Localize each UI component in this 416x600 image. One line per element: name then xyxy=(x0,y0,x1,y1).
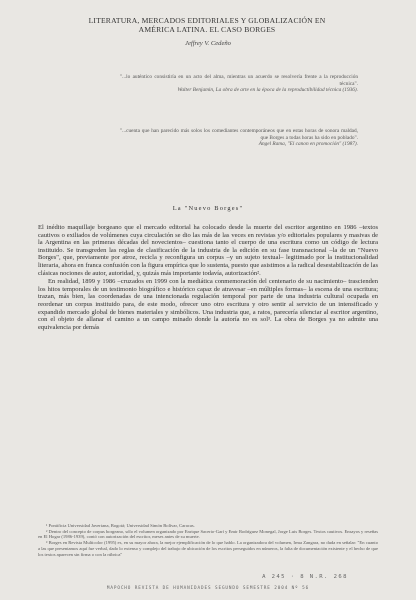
epigraph-1 xyxy=(120,74,358,94)
epigraph-2-quote: "...cuenta que han parecido más solos los comediantes contemporáneos que en estas horas de sonora maldad, que Borges a todas horas ha sido en poblado". xyxy=(120,128,358,141)
body-paragraph-1: El inédito maquillaje borgeano que el mercado editorial ha colocado desde la muerte del escritor argentino en 1986 –textos cautivos o exiliados de volúmenes cuya circulación se dio las más de las veces en revistas y/o editoriales populares y masivas de la Argentina en las primeras décadas del novecientos– cuestiona tanto el cuerpo de una escritura como un código de lectura instituido. Se transgreden las reglas de clasificación de la industria de la edición en su fase transnacional –la de un "Nuevo Borges", que, previamente por atroz, recicla y reconfigura un corpus –y un sujeto textual– legitimado por la institucionalidad literaria, ahora en franca confusión con la figura empírica que lo sustenta, puesto que asistimos a la radical desestabilización de las clásicas nociones de autor, autoridad, y, quizás más importante todavía, autorización². xyxy=(38,224,378,277)
footnote-3: ³ Borges en Revista Multicolor (1995) es, en su mayor ahora, la mejor ejemplificación de lo que hablo. La organizadora del volumen, Irma Zangara, no duda en señalar: "En cuanto a las que presentamos aquí fue verbal, dado lo extenso y complejo del trabajo de ubicación de los escritos perseguidos en números, la falta de documentación existente y el hecho de que los textos aparecen sin firma o con la rúbrica" xyxy=(38,540,378,557)
footnote-1: ¹ Pontificia Universidad Javeriana, Bogotá; Universidad Simón Bolívar, Caracas. xyxy=(46,523,195,528)
epigraph-2-source: Ángel Rama, "El canon en promoción" (1987). xyxy=(258,141,358,148)
handwritten-source-note: MAPOCHO REVISTA DE HUMANIDADES SEGUNDO SEMESTRE 2004 Nº 56 xyxy=(106,586,310,591)
epigraph-1-quote: "...lo auténtico consistiría en un acto del alma, mientras un acuerdo se resolvería frente a la reproducción técnica". xyxy=(120,74,358,87)
footnote-2: ² Dentro del concepto de corpus borgeano, sólo el volumen organizado por Enrique Sacerio-Garí y Emir Rodríguez Monegal, Jorge Luis Borges. Textos cautivos. Ensayos y reseñas en El Hogar (1986-1939), contó con autorización del escritor, meses antes de su muerte. xyxy=(38,528,378,540)
body-text xyxy=(38,224,378,332)
title-line-1: LITERATURA, MERCADOS EDITORIALES Y GLOBALIZACIÓN EN xyxy=(88,16,326,25)
author-name: Jeffrey V. Cedeño xyxy=(185,40,231,47)
epigraph-2 xyxy=(120,128,358,148)
title-line-2: AMÉRICA LATINA. EL CASO BORGES xyxy=(138,24,276,34)
body-paragraph-2: En realidad, 1899 y 1986 –cruzados en 1999 con la mediática conmemoración del centenario de su nacimiento– trascienden los hitos temporales de un testimonio biográfico e histórico capaz de atravesar –en múltiples formas– la escena de una escritura; trazan, más bien, las coordenadas de una intencionada regulación temporal por parte de una industria cultural ocupada en reordenar un corpus instituido para, de este modo, ofrecer uno otro escritura y otro sentir al servicio de un intensificado y expandido mercado global de bienes materiales y simbólicos. Una industria que, a ratos, parecería silenciar al escritor argentino, con el objeto de allanar el camino a un campo minado donde la autoría no es sol³. La obra de Borges ya no admite una equivalencia por demás xyxy=(38,278,378,331)
epigraph-1-source: Walter Benjamin, La obra de arte en la época de la reproductibilidad técnica (1936). xyxy=(177,87,358,94)
footnotes xyxy=(38,523,378,557)
section-heading: La "Nuevo Borges" xyxy=(172,205,244,212)
handwritten-call-number: A 245 · 8 N.R. 268 xyxy=(262,574,348,580)
article-title xyxy=(42,17,372,34)
